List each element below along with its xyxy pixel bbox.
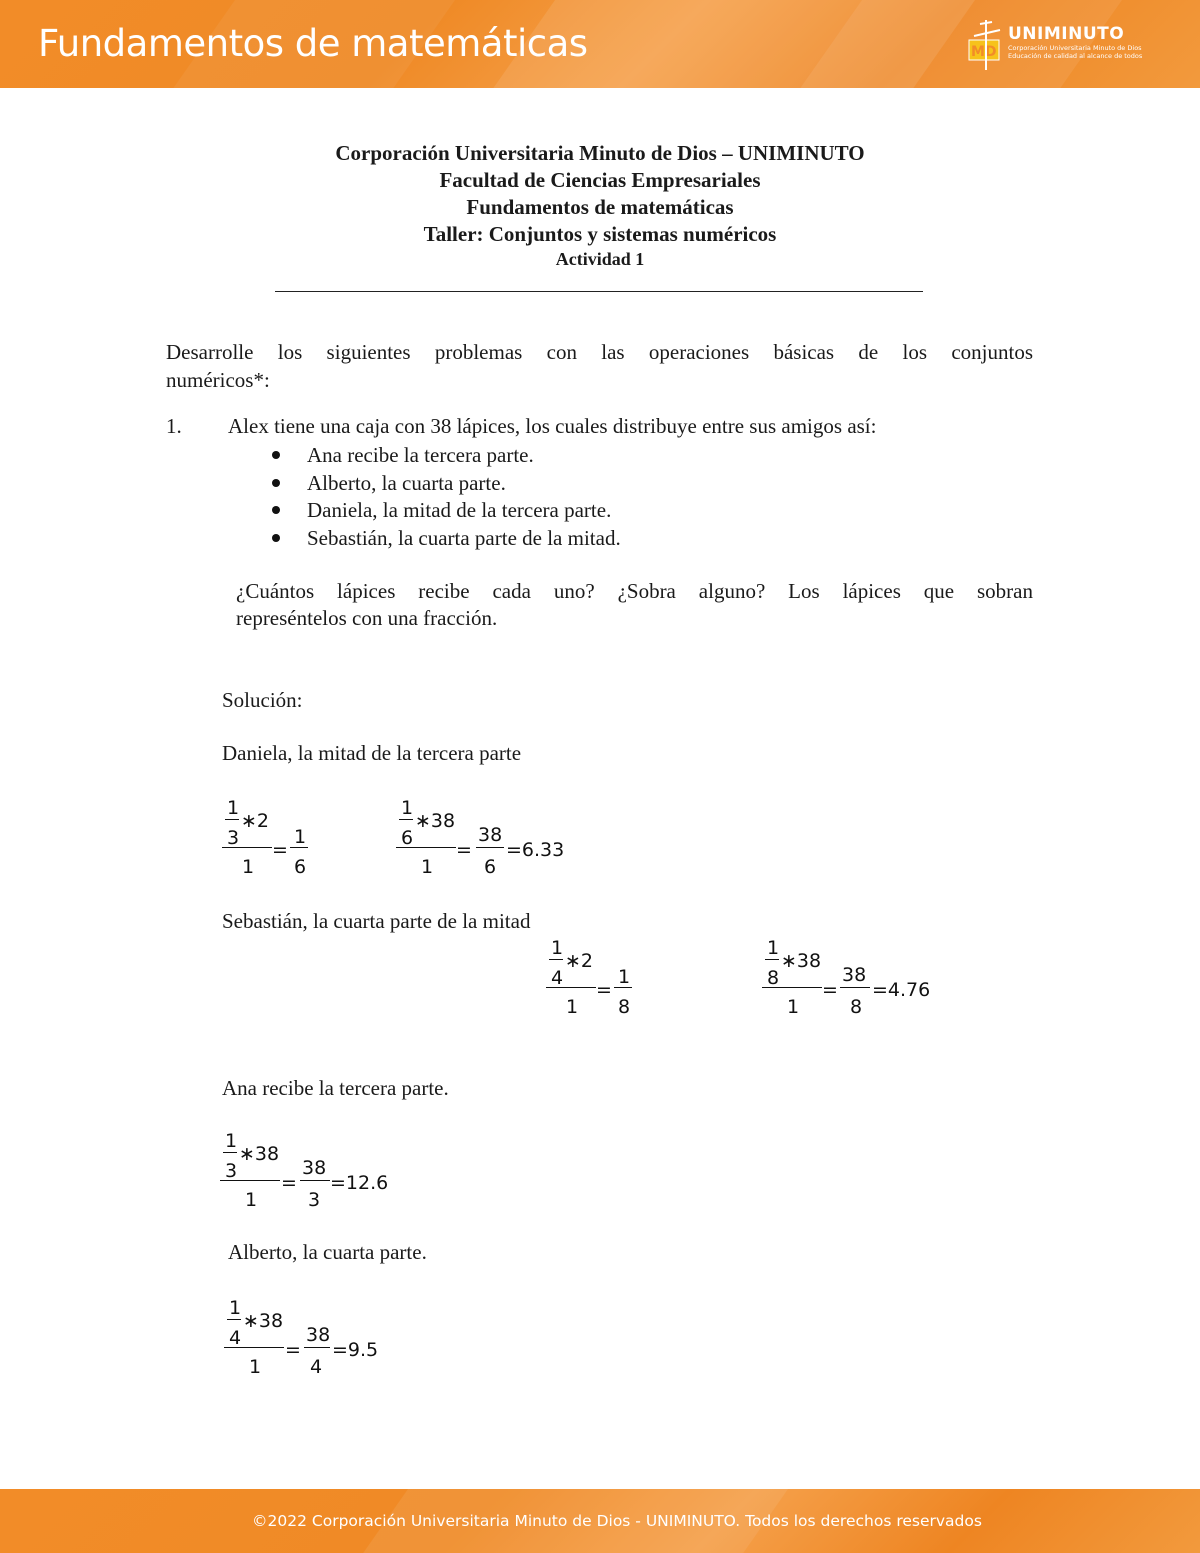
uniminuto-logo [962, 18, 1162, 72]
intro-text: Desarrolle los siguientes problemas con las operaciones básicas de los conjuntos [166, 340, 1033, 364]
header-title: Fundamentos de matemáticas [38, 22, 588, 65]
sebastian-label: Sebastián, la cuarta parte de la mitad [222, 909, 531, 933]
institution-line: Corporación Universitaria Minuto de Dios – UNIMINUTO [335, 141, 865, 165]
bullet-dot [272, 451, 280, 459]
alberto-label: Alberto, la cuarta parte. [228, 1240, 427, 1264]
item-number: 1. [166, 414, 182, 438]
problem-statement: Alex tiene una caja con 38 lápices, los cuales distribuye entre sus amigos así: [228, 414, 877, 438]
question-text: ¿Cuántos lápices recibe cada uno? ¿Sobra alguno? Los lápices que sobran [236, 579, 1033, 603]
bullet-item: Sebastián, la cuarta parte de la mitad. [307, 526, 621, 550]
faculty-line: Facultad de Ciencias Empresariales [439, 168, 761, 192]
footer-banner [0, 1489, 1200, 1553]
title-divider [275, 291, 923, 292]
svg-text:MD: MD [971, 44, 997, 60]
solution-label: Solución: [222, 688, 303, 712]
activity-line: Actividad 1 [555, 249, 645, 269]
document-title-block [0, 140, 1200, 270]
bullet-dot [272, 534, 280, 542]
intro-text-cont: numéricos*: [166, 368, 270, 392]
course-line: Fundamentos de matemáticas [466, 195, 734, 219]
workshop-line: Taller: Conjuntos y sistemas numéricos [423, 222, 777, 246]
header-banner [0, 0, 1200, 88]
bullet-item: Alberto, la cuarta parte. [307, 471, 506, 495]
bullet-item: Daniela, la mitad de la tercera parte. [307, 498, 612, 522]
daniela-label: Daniela, la mitad de la tercera parte [222, 741, 522, 765]
question-text-cont: represéntelos con una fracción. [236, 606, 498, 630]
bullet-dot [272, 506, 280, 514]
bullet-item: Ana recibe la tercera parte. [307, 443, 534, 467]
bullet-dot [272, 479, 280, 487]
logo-subtitle: Corporación Universitaria Minuto de Dios [1008, 44, 1142, 52]
logo-tagline: Educación de calidad al alcance de todos [1008, 52, 1143, 60]
logo-name: UNIMINUTO [1008, 24, 1125, 44]
copyright-text: ©2022 Corporación Universitaria Minuto de Dios - UNIMINUTO. Todos los derechos reservados [252, 1512, 982, 1530]
ana-label: Ana recibe la tercera parte. [222, 1076, 449, 1100]
